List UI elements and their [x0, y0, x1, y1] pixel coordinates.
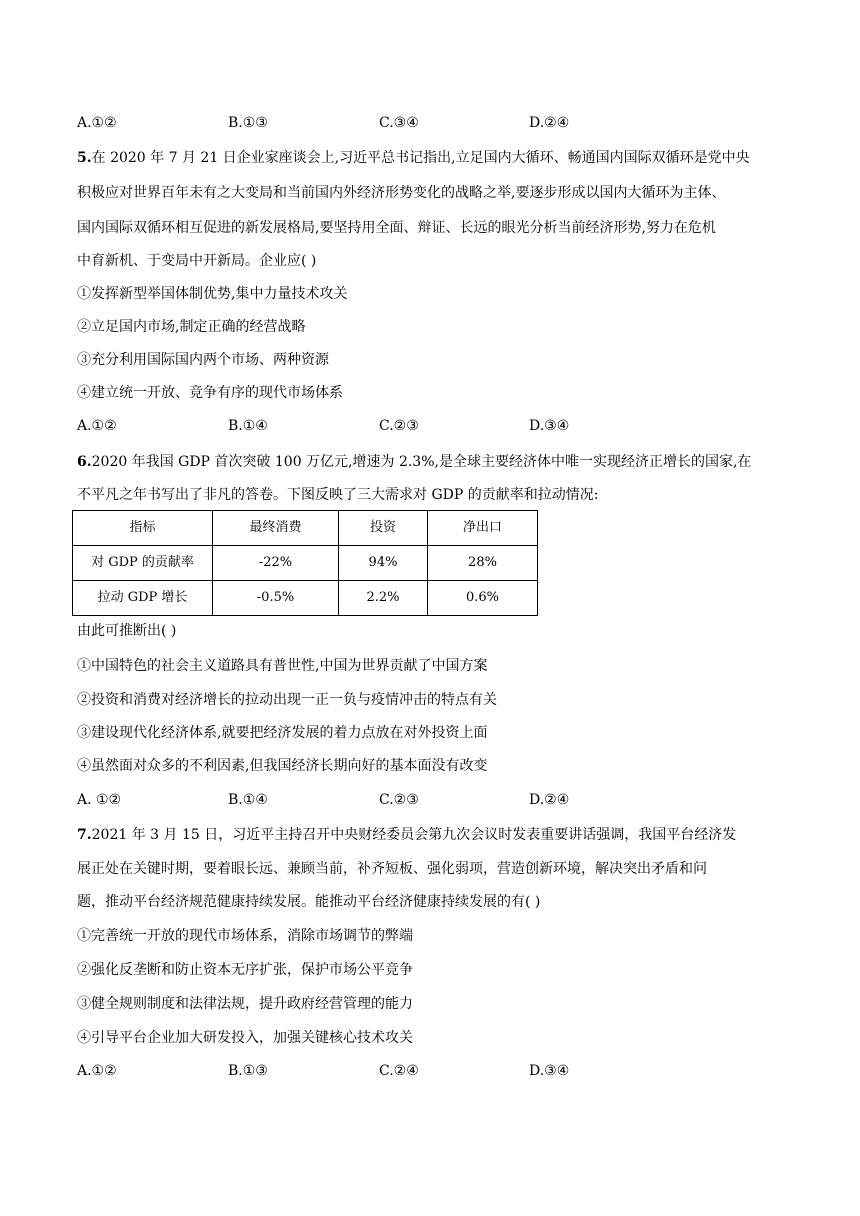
q7-item-4: ④引导平台企业加大研发投入，加强关键核心技术攻关: [77, 1030, 413, 1046]
q4-option-b[interactable]: B.①③: [228, 115, 268, 131]
q5-stem-line-2: 积极应对世界百年未有之大变局和当前国内外经济形势变化的战略之举,要逐步形成以国内大循环为主体、: [77, 185, 726, 201]
q6-item-2: ②投资和消费对经济增长的拉动出现一正一负与疫情冲击的特点有关: [77, 692, 497, 708]
q7-option-d[interactable]: D.③④: [529, 1063, 570, 1079]
table-cell: 28%: [428, 546, 538, 581]
q7-stem-text-1: 2021 年 3 月 15 日，习近平主持召开中央财经委员会第九次会议时发表重要讲话强调，我国平台经济发: [91, 827, 737, 843]
table-cell: 对 GDP 的贡献率: [73, 546, 213, 581]
q4-options: [77, 113, 677, 133]
q6-question: 由此可推断出( ): [77, 623, 177, 639]
table-header-cell: 指标: [73, 511, 213, 546]
q6-option-a[interactable]: A. ①②: [77, 792, 122, 808]
q7-option-b[interactable]: B.①③: [228, 1063, 268, 1079]
q6-options: [77, 790, 677, 810]
table-row: [73, 581, 538, 616]
q5-option-c[interactable]: C.②③: [379, 418, 419, 434]
table-row: [73, 546, 538, 581]
table-cell: -0.5%: [213, 581, 339, 616]
q5-stem-text-1: 在 2020 年 7 月 21 日企业家座谈会上,习近平总书记指出,立足国内大循环、畅通国内国际双循环是党中央: [91, 150, 750, 166]
q6-number: 6.: [77, 454, 92, 470]
q6-item-4: ④虽然面对众多的不利因素,但我国经济长期向好的基本面没有改变: [77, 758, 488, 774]
q4-option-d[interactable]: D.②④: [529, 115, 570, 131]
table-header-row: [73, 511, 538, 546]
q7-item-3: ③健全规则制度和法律法规，提升政府经营管理的能力: [77, 996, 413, 1012]
q6-option-b[interactable]: B.①④: [228, 792, 268, 808]
table-cell: 2.2%: [339, 581, 428, 616]
q7-stem-line-2: 展正处在关键时期，要着眼长远、兼顾当前，补齐短板、强化弱项，营造创新环境，解决突出矛盾和问: [77, 861, 707, 877]
q5-stem-line-4: 中育新机、于变局中开新局。企业应( ): [77, 253, 317, 269]
q7-item-1: ①完善统一开放的现代市场体系，消除市场调节的弊端: [77, 928, 413, 944]
table-cell: -22%: [213, 546, 339, 581]
q6-item-3: ③建设现代化经济体系,就要把经济发展的着力点放在对外投资上面: [77, 725, 488, 741]
q7-item-2: ②强化反垄断和防止资本无序扩张，保护市场公平竞争: [77, 962, 413, 978]
q7-number: 7.: [77, 827, 92, 843]
table-header-cell: 最终消费: [213, 511, 339, 546]
q7-option-a[interactable]: A.①②: [77, 1063, 117, 1079]
q5-stem-line-1: [77, 148, 750, 168]
q4-option-c[interactable]: C.③④: [379, 115, 419, 131]
q7-stem-line-3: 题，推动平台经济规范健康持续发展。能推动平台经济健康持续发展的有( ): [77, 894, 541, 910]
q7-option-c[interactable]: C.②④: [379, 1063, 419, 1079]
q5-options: [77, 416, 677, 436]
q5-item-2: ②立足国内市场,制定正确的经营战略: [77, 319, 306, 335]
q6-option-c[interactable]: C.②③: [379, 792, 419, 808]
table-cell: 拉动 GDP 增长: [73, 581, 213, 616]
q5-number: 5.: [77, 150, 92, 166]
q7-options: [77, 1061, 677, 1081]
q7-stem-line-1: [77, 825, 736, 845]
q4-option-a[interactable]: A.①②: [77, 115, 117, 131]
q6-stem-line-1: [77, 452, 751, 472]
q6-stem-line-2: 不平凡之年书写出了非凡的答卷。下图反映了三大需求对 GDP 的贡献率和拉动情况:: [77, 487, 599, 503]
table-header-cell: 净出口: [428, 511, 538, 546]
table-cell: 0.6%: [428, 581, 538, 616]
q5-item-3: ③充分利用国际国内两个市场、两种资源: [77, 352, 329, 368]
q5-option-a[interactable]: A.①②: [77, 418, 117, 434]
table-cell: 94%: [339, 546, 428, 581]
q6-item-1: ①中国特色的社会主义道路具有普世性,中国为世界贡献了中国方案: [77, 658, 488, 674]
q5-option-d[interactable]: D.③④: [529, 418, 570, 434]
table-header-cell: 投资: [339, 511, 428, 546]
q5-item-1: ①发挥新型举国体制优势,集中力量技术攻关: [77, 286, 348, 302]
q5-option-b[interactable]: B.①④: [228, 418, 268, 434]
q6-stem-text-1: 2020 年我国 GDP 首次突破 100 万亿元,增速为 2.3%,是全球主要经济体中唯一实现经济正增长的国家,在: [91, 454, 752, 470]
q5-stem-line-3: 国内国际双循环相互促进的新发展格局,要坚持用全面、辩证、长远的眼光分析当前经济形势,努力在危机: [77, 220, 716, 236]
q6-option-d[interactable]: D.②④: [529, 792, 570, 808]
q5-item-4: ④建立统一开放、竞争有序的现代市场体系: [77, 385, 343, 401]
gdp-table: [72, 510, 538, 616]
